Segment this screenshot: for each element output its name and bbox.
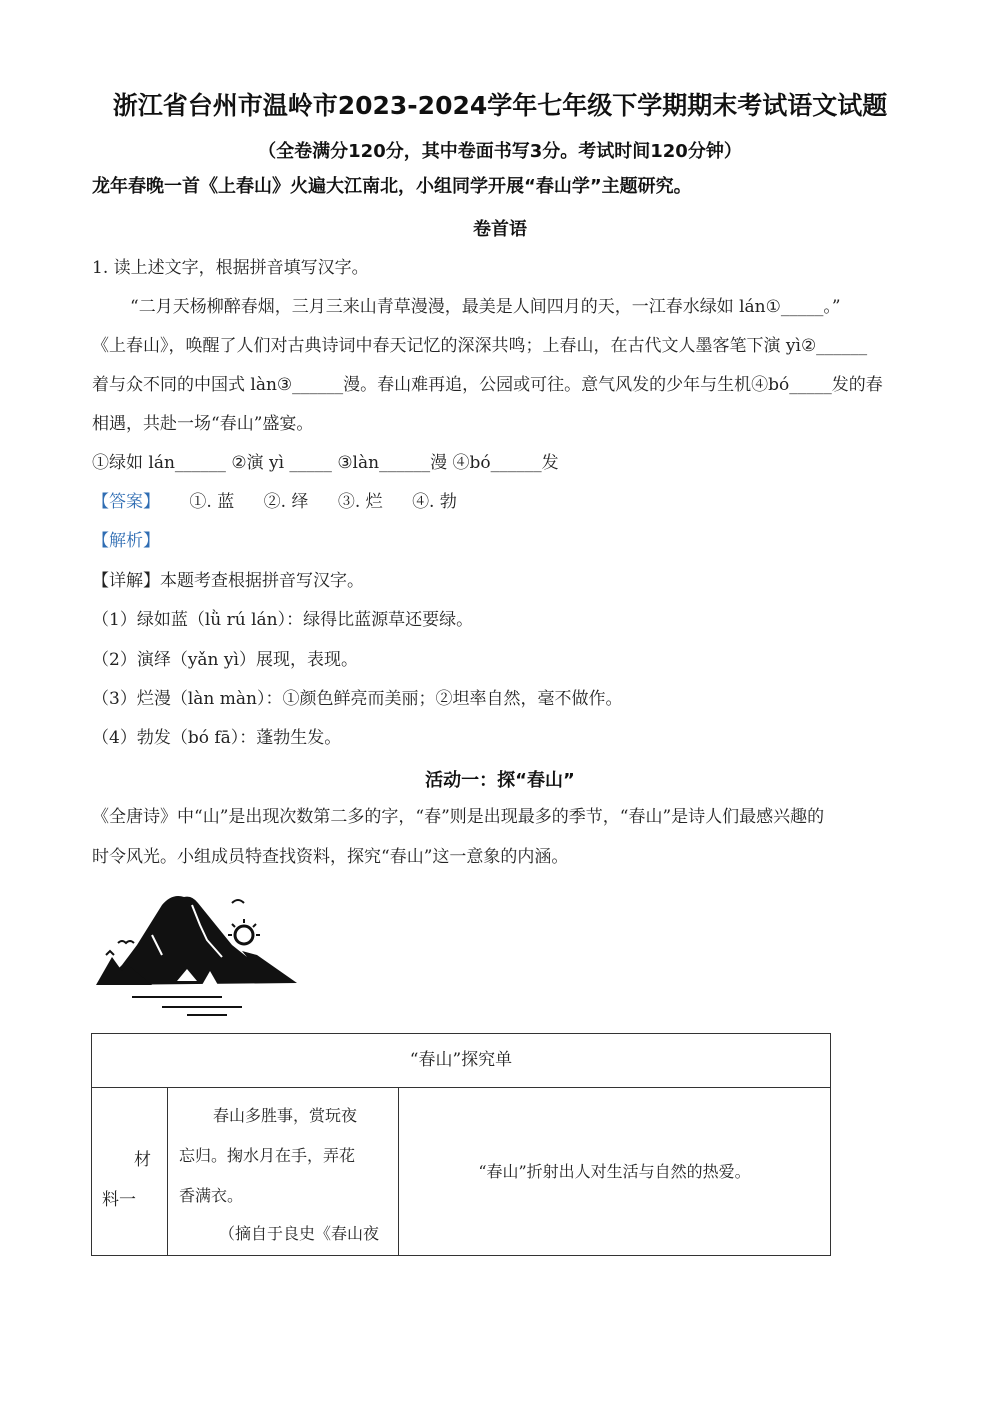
material-source: （摘自于良史《春山夜 <box>219 1224 380 1243</box>
activity-text: 时令风光。小组成员特查找资料，探究“春山”这一意象的内涵。 <box>92 847 569 867</box>
page-title: 浙江省台州市温岭市2023-2024学年七年级下学期期末考试语文试题 <box>112 91 888 120</box>
row-label: 料一 <box>102 1190 136 1210</box>
sun-icon <box>228 919 260 944</box>
table-header: “春山”探究单 <box>92 1034 830 1088</box>
passage-line: 《上春山》，唤醒了人们对古典诗词中春天记忆的深深共鸣；上春山，在古代文人墨客笔下演 yì②______ <box>92 336 868 356</box>
answer-item: ③. 烂 <box>337 492 383 512</box>
detail-line: （2）演绎（yǎn yì）展现，表现。 <box>92 650 358 670</box>
detail-line: （1）绿如蓝（lǜ rú lán）：绿得比蓝源草还要绿。 <box>92 610 474 630</box>
passage-line: 相遇，共赴一场“春山”盛宴。 <box>92 414 314 434</box>
comment-cell: “春山”折射出人对生活与自然的热爱。 <box>478 1162 751 1181</box>
activity-title: 活动一：探“春山” <box>425 770 575 791</box>
exam-info: （全卷满分120分，其中卷面书写3分。考试时间120分钟） <box>258 141 742 162</box>
material-line: 香满衣。 <box>179 1186 244 1205</box>
answer-item: ④. 勃 <box>412 492 457 512</box>
answer-item: ①. 蓝 <box>189 492 235 512</box>
answer-line <box>92 490 457 514</box>
passage-line: “二月天杨柳醉春烟，三月三来山青草漫漫，最美是人间四月的天，一江春水绿如 lán①_____。” <box>130 297 841 317</box>
mountain-illustration <box>92 885 307 1025</box>
section-preface: 卷首语 <box>473 219 527 240</box>
material-cell <box>167 1087 399 1256</box>
question-prompt: 1. 读上述文字，根据拼音填写汉字。 <box>92 258 369 278</box>
detail-line: （3）烂漫（làn màn）：①颜色鲜亮而美丽；②坦率自然，毫不做作。 <box>92 689 623 709</box>
blanks-line: ①绿如 lán______ ②演 yì _____ ③làn______漫 ④bó______发 <box>92 453 559 473</box>
material-line: 春山多胜事，赏玩夜 <box>213 1106 358 1125</box>
analysis-label: 【解析】 <box>92 531 160 551</box>
activity-text: 《全唐诗》中“山”是出现次数第二多的字，“春”则是出现最多的季节，“春山”是诗人们最感兴趣的 <box>92 807 825 827</box>
answer-item: ②. 绎 <box>263 492 309 512</box>
row-label-cell <box>92 1087 168 1256</box>
answer-label: 【答案】 <box>92 492 160 512</box>
detail-line: （4）勃发（bó fā）：蓬勃生发。 <box>92 728 342 748</box>
material-line: 忘归。掬水月在手，弄花 <box>179 1146 356 1165</box>
passage-line: 着与众不同的中国式 làn③______漫。春山难再追，公园或可往。意气风发的少年与生机④bó_____发的春 <box>92 375 883 395</box>
detail-line: 【详解】本题考查根据拼音写汉字。 <box>92 571 364 591</box>
research-table <box>91 1033 831 1256</box>
row-label: 材 <box>134 1150 151 1170</box>
intro-text: 龙年春晚一首《上春山》火遍大江南北，小组同学开展“春山学”主题研究。 <box>92 176 692 197</box>
